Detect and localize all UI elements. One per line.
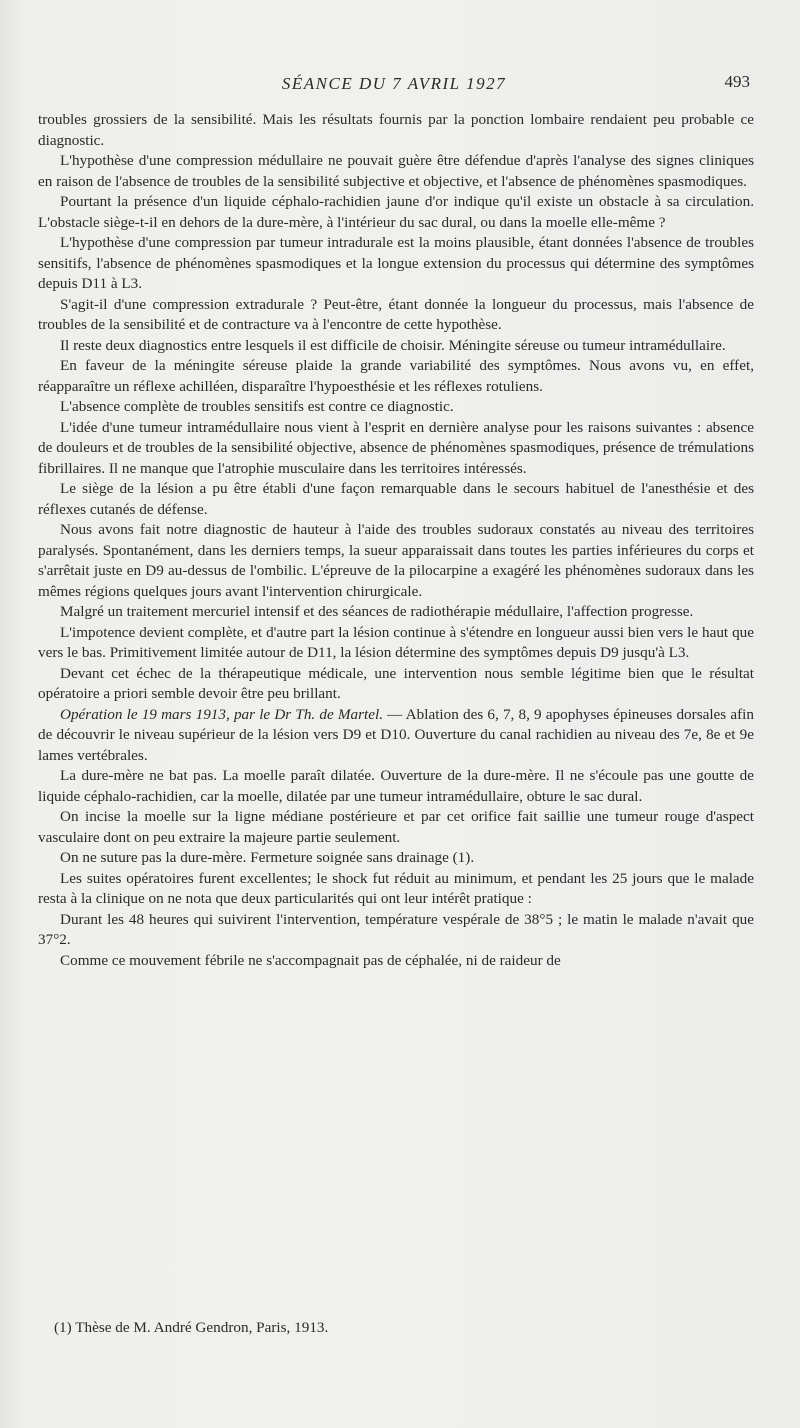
paragraph: L'idée d'une tumeur intramédullaire nous vient à l'esprit en dernière analyse pour les raisons suivantes : absence de douleurs et de troubles de la sensibilité objective, absence de phénomènes spasmodiques, présence de trémulations fibrillaires. Il ne manque que l'atrophie musculaire dans les territoires intéressés. bbox=[38, 418, 754, 477]
paragraph: On incise la moelle sur la ligne médiane postérieure et par cet orifice fait saillie une tumeur rouge d'aspect vasculaire dont on peu extraire la majeure partie seulement. bbox=[38, 808, 754, 846]
paragraph: L'hypothèse d'une compression médullaire ne pouvait guère être défendue d'après l'analyse des signes cliniques en raison de l'absence de troubles de la sensibilité subjective et objective, et l'absence de phénomènes spasmodiques. bbox=[38, 152, 754, 190]
paragraph: Pourtant la présence d'un liquide céphalo-rachidien jaune d'or indique qu'il existe un obstacle à sa circulation. L'obstacle siège-t-il en dehors de la dure-mère, à l'intérieur du sac dural, ou dans la moelle elle-même ? bbox=[38, 193, 754, 231]
paragraph: troubles grossiers de la sensibilité. Mais les résultats fournis par la ponction lombaire rendaient peu probable ce diagnostic. bbox=[38, 111, 754, 149]
operation-text: — Ablation des 6, 7, 8, 9 apophyses épineuses dorsales afin de découvrir le niveau supérieur de la lésion vers D9 et D10. Ouverture du canal rachidien au niveau des 7e, 8e et 9e lames vertébrales. bbox=[38, 705, 754, 764]
paragraph: Il reste deux diagnostics entre lesquels il est difficile de choisir. Méningite séreuse ou tumeur intramédullaire. bbox=[60, 336, 726, 354]
operation-label: Opération le 19 mars 1913, par le Dr Th. de Martel. bbox=[60, 705, 383, 723]
paragraph: Devant cet échec de la thérapeutique médicale, une intervention nous semble légitime bien que le résultat opératoire a priori semble devoir être peu brillant. bbox=[38, 664, 754, 702]
paragraph: Nous avons fait notre diagnostic de hauteur à l'aide des troubles sudoraux constatés au niveau des territoires paralysés. Spontanément, dans les derniers temps, la sueur apparaissait dans toutes les parties inférieures du corps et s'arrêtait juste en D9 au-dessus de l'ombilic. L'épreuve de la pilocarpine a exagéré les phénomènes sudoraux dans les mêmes régions quelques jours avant l'intervention chirurgicale. bbox=[38, 521, 754, 600]
footnote: (1) Thèse de M. André Gendron, Paris, 1913. bbox=[54, 1319, 329, 1336]
paragraph: L'impotence devient complète, et d'autre part la lésion continue à s'étendre en longueur aussi bien vers le haut que vers le bas. Primitivement limitée autour de D11, la lésion détermine des symptômes depuis D9 jusqu'à L3. bbox=[38, 623, 754, 661]
paragraph: S'agit-il d'une compression extradurale ? Peut-être, étant donnée la longueur du processus, mais l'absence de troubles de la sensibilité et de contracture va à l'encontre de cette hypothèse. bbox=[38, 295, 754, 333]
running-head: SÉANCE DU 7 AVRIL 1927 bbox=[281, 74, 507, 93]
paragraph: Comme ce mouvement fébrile ne s'accompagnait pas de céphalée, ni de raideur de bbox=[60, 951, 561, 969]
paragraph: Malgré un traitement mercuriel intensif et des séances de radiothérapie médullaire, l'affection progresse. bbox=[60, 603, 694, 620]
paragraph: Le siège de la lésion a pu être établi d'une façon remarquable dans le secours habituel de l'anesthésie et des réflexes cutanés de défense. bbox=[38, 480, 754, 518]
body-text bbox=[38, 110, 754, 971]
paragraph: On ne suture pas la dure-mère. Fermeture soignée sans drainage (1). bbox=[60, 849, 475, 866]
page-number: 493 bbox=[724, 72, 750, 91]
operation-paragraph bbox=[38, 705, 754, 767]
paragraph: L'hypothèse d'une compression par tumeur intradurale est la moins plausible, étant données l'absence de troubles sensitifs, l'absence de phénomènes spasmodiques et la longue extension du processus qui détermine des symptômes depuis D11 à L3. bbox=[38, 234, 754, 292]
page-header bbox=[38, 72, 750, 96]
paragraph: En faveur de la méningite séreuse plaide la grande variabilité des symptômes. Nous avons vu, en effet, réapparaître un réflexe achilléen, disparaître l'hypoesthésie et les réflexes rotuliens. bbox=[38, 357, 754, 395]
paragraph: Les suites opératoires furent excellentes; le shock fut réduit au minimum, et pendant les 25 jours que le malade resta à la clinique on ne nota que deux particularités qui ont leur intérêt pratique : bbox=[38, 869, 754, 907]
paragraph: Durant les 48 heures qui suivirent l'intervention, température vespérale de 38°5 ; le matin le malade n'avait que 37°2. bbox=[38, 910, 754, 948]
paragraph: L'absence complète de troubles sensitifs est contre ce diagnostic. bbox=[60, 398, 454, 415]
paragraph: La dure-mère ne bat pas. La moelle paraît dilatée. Ouverture de la dure-mère. Il ne s'écoule pas une goutte de liquide céphalo-rachidien, car la moelle, dilatée par une tumeur intramédullaire, obture le sac dural. bbox=[38, 767, 754, 805]
